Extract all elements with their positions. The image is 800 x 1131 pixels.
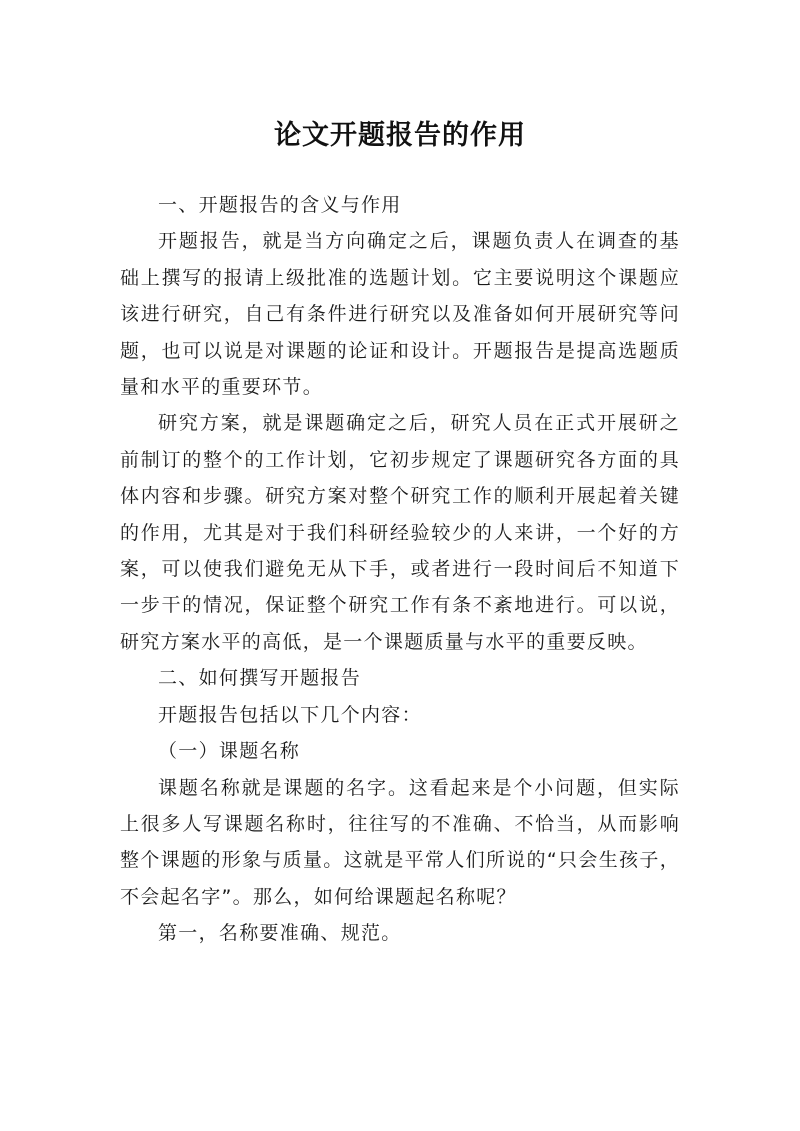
- paragraph-first-point: 第一，名称要准确、规范。: [158, 922, 402, 945]
- section-heading-2: 二、如何撰写开题报告: [158, 667, 362, 690]
- paragraph-contents-intro: 开题报告包括以下几个内容：: [158, 703, 422, 726]
- document-title: 论文开题报告的作用: [274, 120, 526, 152]
- paragraph-definition: 开题报告，就是当方向确定之后，课题负责人在调查的基础上撰写的报请上级批准的选题计划。它主要说明这个课题应该进行研究，自己有条件进行研究以及准备如何开展研究等问题，也可以说是对课题的论证和设计。开题报告是提高选题质量和水平的重要环节。: [120, 230, 680, 399]
- paragraph-research-plan: 研究方案，就是课题确定之后，研究人员在正式开展研之前制订的整个的工作计划，它初步规定了课题研究各方面的具体内容和步骤。研究方案对整个研究工作的顺利开展起着关键的作用，尤其是对于我们科研经验较少的人来讲，一个好的方案，可以使我们避免无从下手，或者进行一段时间后不知道下一步干的情况，保证整个研究工作有条不紊地进行。可以说，研究方案水平的高低，是一个课题质量与水平的重要反映。: [120, 412, 680, 653]
- document-body: [120, 187, 680, 952]
- paragraph-topic-name: 课题名称就是课题的名字。这看起来是个小问题，但实际上很多人写课题名称时，往往写的不准确、不恰当，从而影响整个课题的形象与质量。这就是平常人们所说的“只会生孩子，不会起名字”。那么，如何给课题起名称呢？: [120, 776, 680, 908]
- subsection-heading-1: （一）课题名称: [158, 740, 301, 763]
- section-heading-1: 一、开题报告的含义与作用: [158, 194, 402, 216]
